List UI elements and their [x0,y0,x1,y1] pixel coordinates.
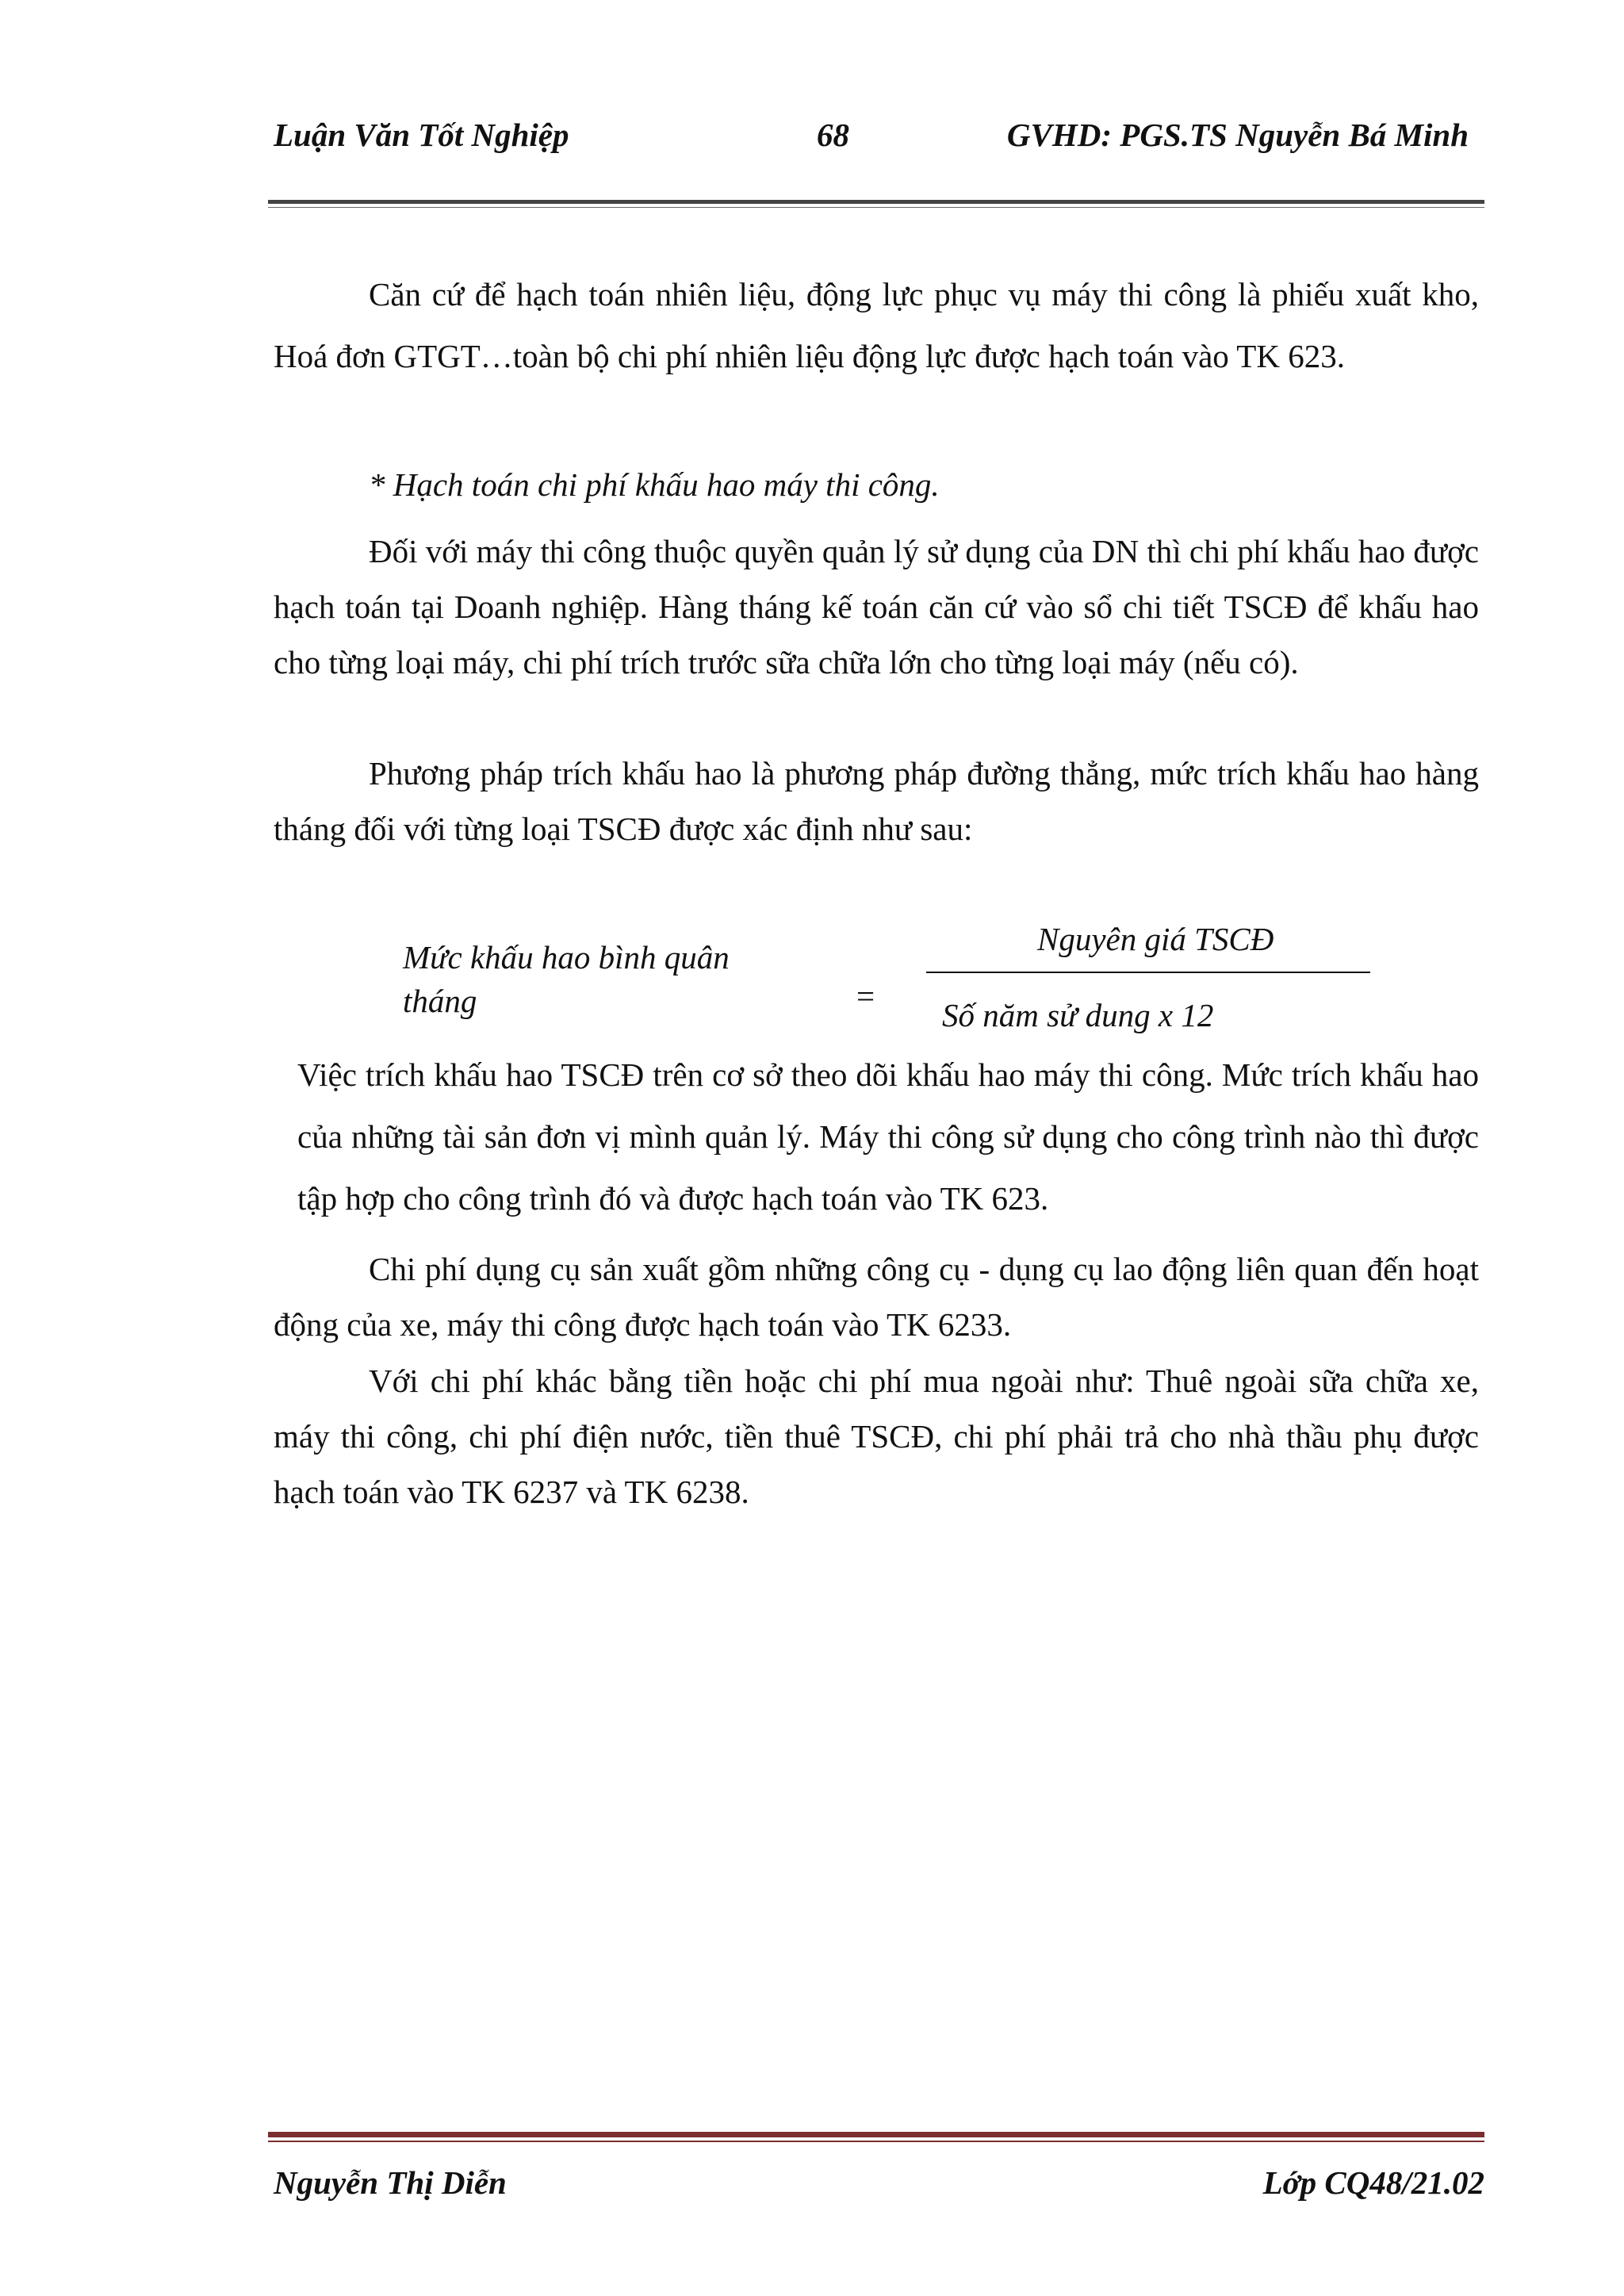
paragraph-fuel-accounting: Căn cứ để hạch toán nhiên liệu, động lực phục vụ máy thi công là phiếu xuất kho, Hoá đơn GTGT…toàn bộ chi phí nhiên liệu động lực được hạch toán vào TK 623. [274,276,1479,374]
footer-class: Lớp CQ48/21.02 [1262,2164,1484,2201]
paragraph-tools-cost: Chi phí dụng cụ sản xuất gồm những công cụ - dụng cụ lao động liên quan đến hoạt động của xe, máy thi công được hạch toán vào TK 6233. [274,1251,1479,1343]
page-number: 68 [817,117,849,153]
formula-denominator: Số năm sử dung x 12 [942,997,1214,1033]
formula-lhs [403,936,730,1023]
footer-rule [268,2132,1484,2137]
header-rule-thin [268,207,1484,208]
formula-lhs-line2: tháng [403,983,477,1019]
formula-equals: = [856,978,875,1014]
header-advisor: GVHD: PGS.TS Nguyễn Bá Minh [1006,117,1469,153]
section-heading-depreciation: * Hạch toán chi phí khấu hao máy thi công. [369,466,940,503]
paragraph-other-costs: Với chi phí khác bằng tiền hoặc chi phí mua ngoài như: Thuê ngoài sữa chữa xe, máy thi công, chi phí điện nước, tiền thuê TSCĐ, chi phí phải trả cho nhà thầu phụ được hạch toán vào TK 6237 và TK 6238. [274,1363,1479,1510]
fraction-bar [926,972,1370,973]
paragraph-depreciation-scope: Đối với máy thi công thuộc quyền quản lý sử dụng của DN thì chi phí khấu hao được hạch toán tại Doanh nghiệp. Hàng tháng kế toán căn cứ vào sổ chi tiết TSCĐ để khấu hao cho từng loại máy, chi phí trích trước sữa chữa lớn cho từng loại máy (nếu có). [274,533,1479,680]
formula-numerator: Nguyên giá TSCĐ [1037,921,1274,957]
formula-lhs-line1: Mức khấu hao bình quân [403,939,730,976]
header-title: Luận Văn Tốt Nghiệp [274,117,569,153]
paragraph-depreciation-method: Phương pháp trích khấu hao là phương pháp đường thẳng, mức trích khấu hao hàng tháng đối với từng loại TSCĐ được xác định như sau: [274,755,1479,847]
footer-author: Nguyễn Thị Diễn [274,2164,507,2201]
footer-rule-thin [268,2141,1484,2142]
paragraph-depreciation-tracking: Việc trích khấu hao TSCĐ trên cơ sở theo dõi khấu hao máy thi công. Mức trích khấu hao của những tài sản đơn vị mình quản lý. Máy thi công sử dụng cho công trình nào thì được tập hợp cho công trình đó và được hạch toán vào TK 623. [297,1056,1479,1217]
header-rule [268,200,1484,204]
